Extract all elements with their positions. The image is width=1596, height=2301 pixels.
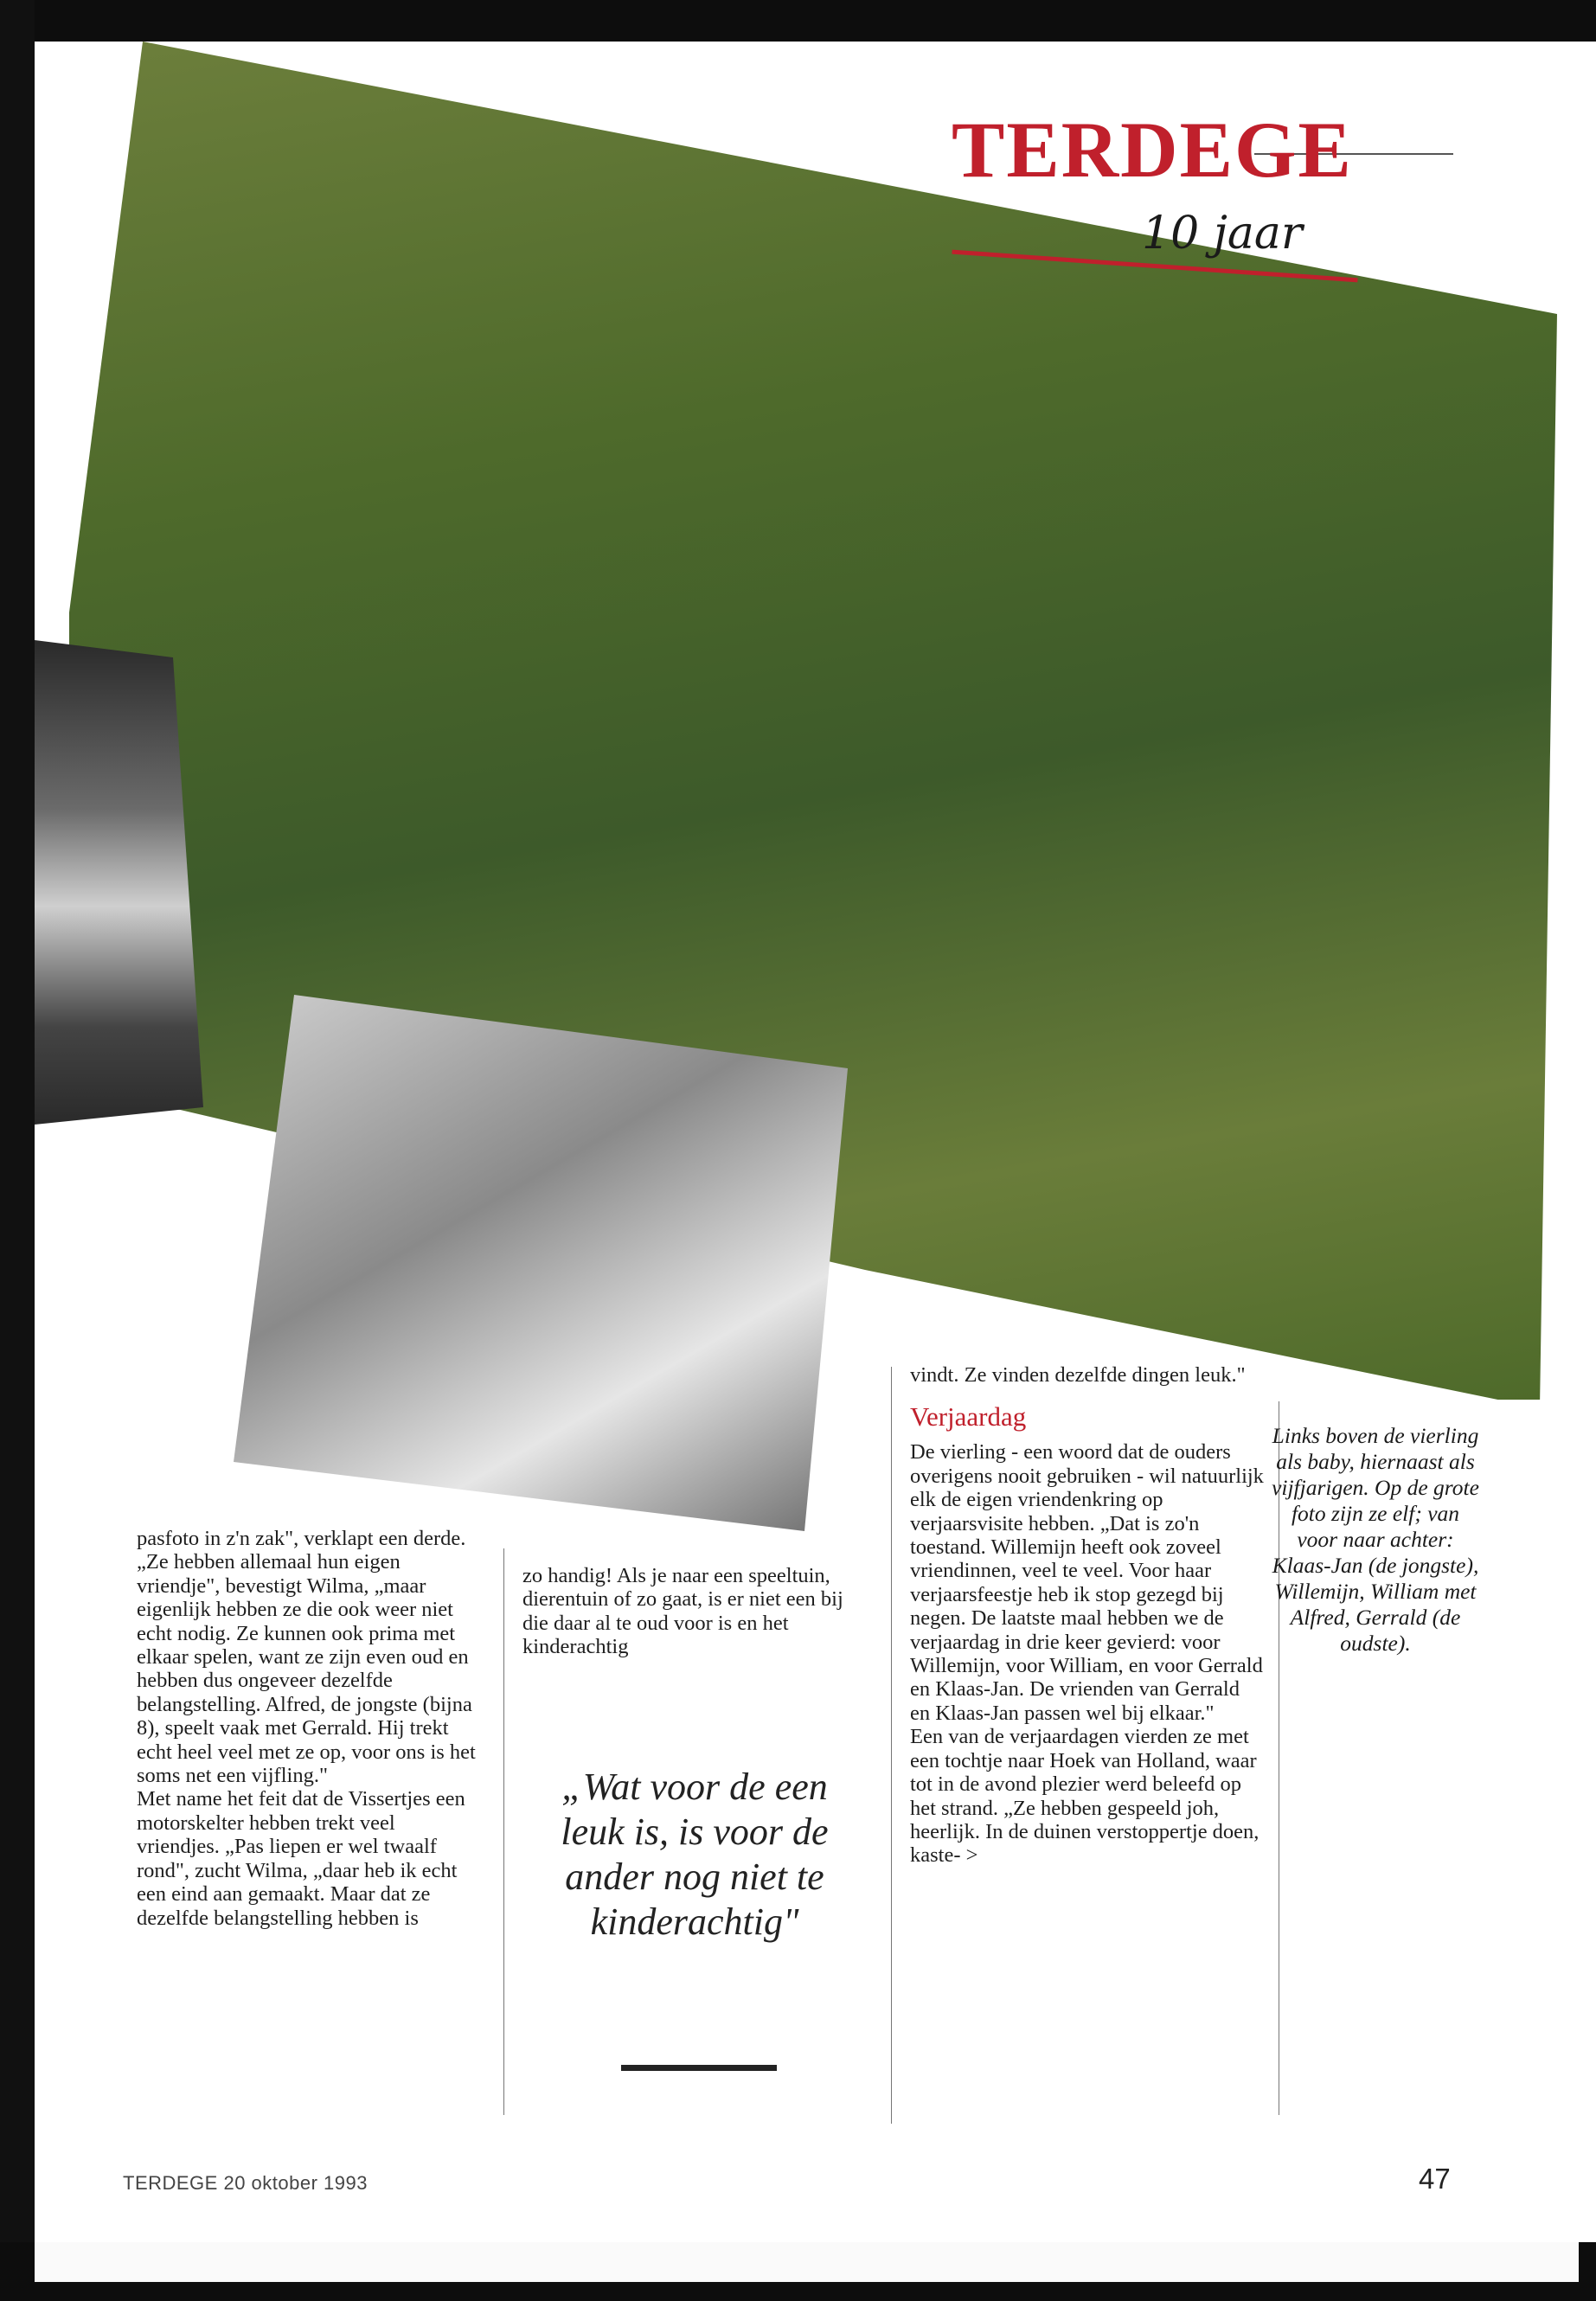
- column-divider-1: [503, 1548, 504, 2115]
- text-column-3: [910, 1363, 1265, 1868]
- pull-quote-bar: [621, 2065, 777, 2071]
- page-bottom-margin: [35, 2242, 1579, 2282]
- logo-subtitle: 10 jaar: [1142, 208, 1303, 260]
- paragraph: Met name het feit dat de Vissertjes een motorskelter hebben trekt veel vriendjes. „Pas liepen er wel twaalf rond", zucht Wilma, „daar heb ik echt een eind aan gemaakt. Maar dat ze dezelfde belangstelling hebben is: [137, 1787, 465, 1930]
- section-heading: Verjaardag: [910, 1401, 1027, 1433]
- paragraph: zo handig! Als je naar een speeltuin, dierentuin of zo gaat, is er niet een bij die daar al te oud voor is en het kinderachtig: [522, 1564, 843, 1659]
- page-frame-top: [0, 0, 1596, 42]
- page-number: 47: [1419, 2163, 1451, 2195]
- page-frame-left: [0, 0, 35, 2301]
- bench-photo: [234, 995, 848, 1531]
- column-divider-2: [891, 1367, 892, 2124]
- paragraph: vindt. Ze vinden dezelfde dingen leuk.": [910, 1363, 1246, 1387]
- paragraph: De vierling - een woord dat de ouders overigens nooit gebruiken - wil natuurlijk elk de eigen vriendenkring op verjaarsvisite hebben. „Dat is zo'n toestand. Willemijn heeft ook zoveel vriendinnen, veel te veel. Voor haar verjaarsfeestje heb ik stop gezegd bij negen. De laatste maal hebben we de verjaardag in drie keer gevierd: voor Willemijn, voor William, en voor Gerrald en Klaas-Jan. De vrienden van Gerrald en Klaas-Jan passen wel bij elkaar.": [910, 1440, 1264, 1725]
- paragraph: pasfoto in z'n zak", verklapt een derde.: [137, 1527, 466, 1550]
- paragraph: Een van de verjaardagen vierden ze met een tochtje naar Hoek van Holland, waar tot in de avond plezier werd beleefd op het strand. „Ze hebben gespeeld joh, heerlijk. In de duinen verstoppertje doen, kaste- >: [910, 1725, 1259, 1868]
- text-column-1: [137, 1527, 478, 1930]
- photo-caption: Links boven de vierling als baby, hiernaast als vijfjarigen. Op de grote foto zijn ze elf; van voor naar achter: Klaas-Jan (de jongste), Willemijn, William met Alfred, Gerrald (de oudste).: [1272, 1423, 1479, 1656]
- footer-publication: TERDEGE 20 oktober 1993: [123, 2172, 368, 2194]
- logo-title: TERDEGE: [952, 106, 1353, 194]
- paragraph: „Ze hebben allemaal hun eigen vriendje", bevestigt Wilma, „maar eigenlijk hebben ze die ook weer niet echt nodig. Ze kunnen ook prima met elkaar spelen, want ze zijn even oud en hebben dus ongeveer dezelfde belangstelling. Alfred, de jongste (bijna 8), speelt vaak met Gerrald. Hij trekt echt heel veel met ze op, voor ons is het soms net een vijfling.": [137, 1550, 476, 1788]
- text-column-2: [522, 1564, 864, 1659]
- pull-quote: „Wat voor de een leuk is, is voor de ander nog niet te kinderachtig": [561, 1766, 829, 1943]
